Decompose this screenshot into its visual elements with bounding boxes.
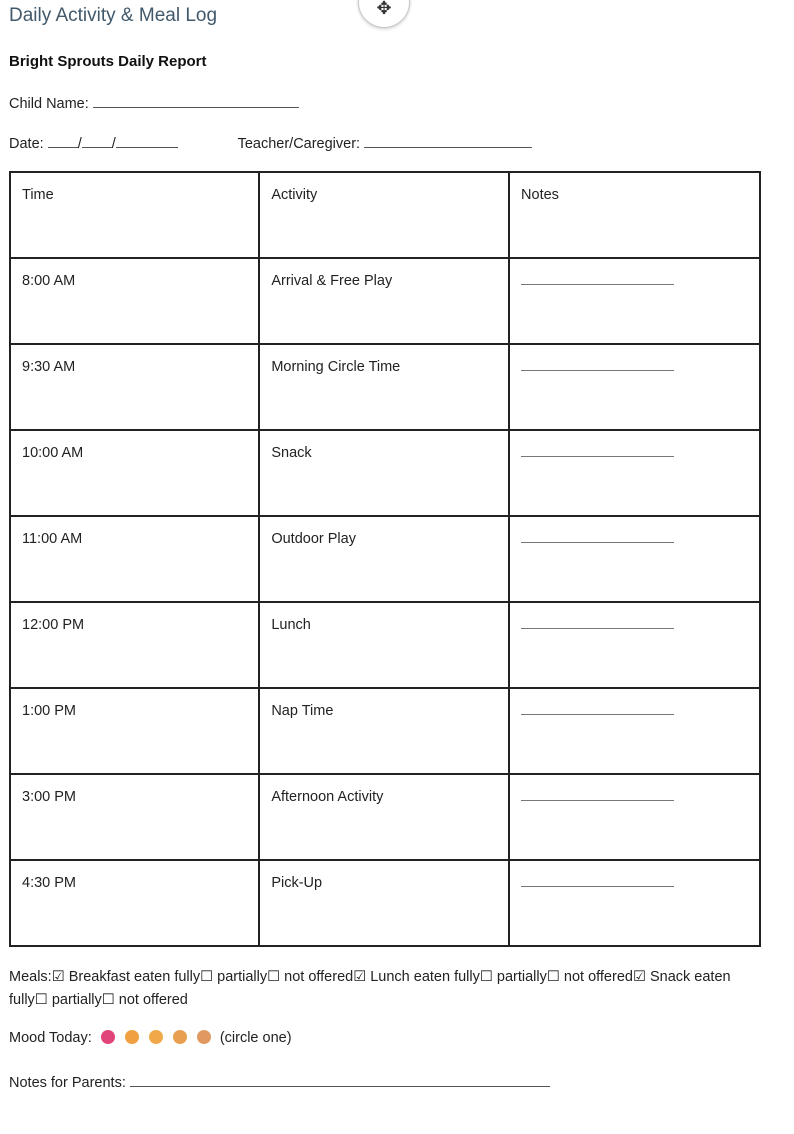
date-year-field[interactable] bbox=[116, 133, 178, 148]
notes-cell bbox=[509, 688, 760, 774]
mood-face-icon-4[interactable] bbox=[173, 1030, 187, 1044]
notes-cell bbox=[509, 602, 760, 688]
header-time: Time bbox=[10, 172, 259, 258]
time-cell: 12:00 PM bbox=[10, 602, 259, 688]
date-label: Date: bbox=[9, 136, 44, 152]
report-subtitle: Bright Sprouts Daily Report bbox=[9, 53, 207, 70]
notes-field[interactable] bbox=[521, 542, 674, 543]
table-row bbox=[10, 258, 760, 344]
parent-notes-field[interactable] bbox=[130, 1072, 550, 1087]
table-row bbox=[10, 516, 760, 602]
activity-table bbox=[9, 171, 761, 947]
date-separator: / bbox=[111, 136, 116, 152]
time-cell: 8:00 AM bbox=[10, 258, 259, 344]
date-separator: / bbox=[77, 136, 82, 152]
time-cell: 10:00 AM bbox=[10, 430, 259, 516]
date-day-field[interactable] bbox=[82, 133, 112, 148]
notes-field[interactable] bbox=[521, 714, 674, 715]
table-row bbox=[10, 774, 760, 860]
table-header-row bbox=[10, 172, 760, 258]
move-icon: ✥ bbox=[376, 0, 392, 18]
notes-cell bbox=[509, 774, 760, 860]
header-activity: Activity bbox=[259, 172, 509, 258]
child-name-field[interactable] bbox=[93, 93, 299, 108]
notes-field[interactable] bbox=[521, 456, 674, 457]
notes-field[interactable] bbox=[521, 370, 674, 371]
table-row bbox=[10, 860, 760, 946]
move-handle[interactable] bbox=[358, 0, 410, 28]
table-row bbox=[10, 602, 760, 688]
mood-face-icon-2[interactable] bbox=[125, 1030, 139, 1044]
time-cell: 4:30 PM bbox=[10, 860, 259, 946]
mood-hint: (circle one) bbox=[219, 1030, 292, 1046]
activity-cell: Nap Time bbox=[259, 688, 509, 774]
notes-cell bbox=[509, 860, 760, 946]
meals-checklist[interactable]: Meals:☑ Breakfast eaten fully☐ partially☐ not offered☑ Lunch eaten fully☐ partially☐ not offered☑ Snack eaten fully☐ partially☐ not offered bbox=[9, 969, 731, 1008]
parent-notes-label: Notes for Parents: bbox=[9, 1075, 126, 1091]
notes-field[interactable] bbox=[521, 886, 674, 887]
date-month-field[interactable] bbox=[48, 133, 78, 148]
time-cell: 9:30 AM bbox=[10, 344, 259, 430]
activity-cell: Outdoor Play bbox=[259, 516, 509, 602]
activity-cell: Arrival & Free Play bbox=[259, 258, 509, 344]
mood-label: Mood Today: bbox=[9, 1030, 92, 1046]
notes-field[interactable] bbox=[521, 628, 674, 629]
time-cell: 11:00 AM bbox=[10, 516, 259, 602]
child-name-label: Child Name: bbox=[9, 96, 89, 112]
activity-cell: Afternoon Activity bbox=[259, 774, 509, 860]
notes-field[interactable] bbox=[521, 284, 674, 285]
activity-cell: Pick-Up bbox=[259, 860, 509, 946]
activity-cell: Lunch bbox=[259, 602, 509, 688]
teacher-label: Teacher/Caregiver: bbox=[237, 136, 361, 152]
date-row bbox=[9, 133, 532, 152]
time-cell: 3:00 PM bbox=[10, 774, 259, 860]
table-row bbox=[10, 430, 760, 516]
parent-notes-row bbox=[9, 1072, 550, 1091]
table-row bbox=[10, 344, 760, 430]
table-row bbox=[10, 688, 760, 774]
child-name-row bbox=[9, 93, 299, 112]
header-notes: Notes bbox=[509, 172, 760, 258]
mood-face-icon-3[interactable] bbox=[149, 1030, 163, 1044]
time-cell: 1:00 PM bbox=[10, 688, 259, 774]
mood-face-icon-5[interactable] bbox=[197, 1030, 211, 1044]
activity-cell: Snack bbox=[259, 430, 509, 516]
mood-row bbox=[9, 1030, 292, 1046]
notes-field[interactable] bbox=[521, 800, 674, 801]
notes-cell bbox=[509, 516, 760, 602]
notes-cell bbox=[509, 344, 760, 430]
document-title: Daily Activity & Meal Log bbox=[9, 5, 218, 26]
notes-cell bbox=[509, 430, 760, 516]
teacher-field[interactable] bbox=[364, 133, 532, 148]
notes-cell bbox=[509, 258, 760, 344]
mood-face-icon-1[interactable] bbox=[101, 1030, 115, 1044]
activity-cell: Morning Circle Time bbox=[259, 344, 509, 430]
